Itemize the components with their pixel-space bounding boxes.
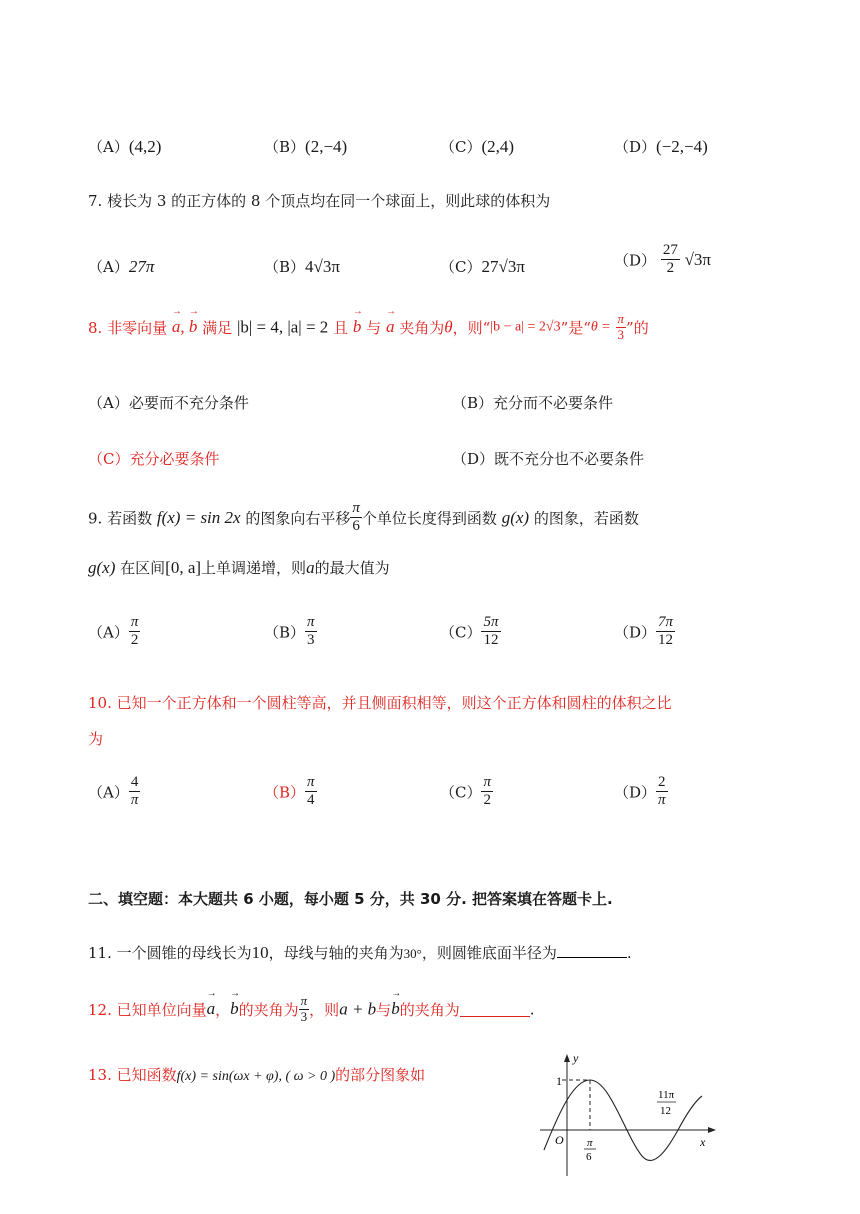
q12-stem: 12. 已知单位向量→ a，→ b的夹角为 $\frac{\pi}{3}$ ，则a + b与→ b的夹角为 . (88, 994, 534, 1025)
q6-option-c: （C）(2,4) (440, 137, 515, 156)
q9-option-a: （A） $\frac{\pi}{2}$ (88, 614, 139, 649)
tick-label-11pi12-num: 11π (658, 1089, 675, 1101)
q7-stem: 7. 棱长为 3 的正方体的 8 个顶点均在同一个球面上，则此球的体积为 (88, 192, 551, 210)
sine-curve (544, 1080, 702, 1160)
q8-option-d: （D）既不充分也不必要条件 (452, 450, 645, 468)
q9-stem-line1: 9. 若函数 f(x) = sin 2x 的图象向右平移 $\frac{\pi}{6}$ 个单位长度得到函数 g(x) 的图象，若函数 (88, 500, 639, 535)
q8-option-a: （A）必要而不充分条件 (88, 394, 249, 412)
x-axis-arrow (708, 1127, 716, 1133)
y-axis-label: y (573, 1051, 579, 1065)
q10-option-b: （B） $\frac{\pi}{4}$ (264, 774, 315, 809)
q13-stem: 13. 已知函数f(x) = sin(ωx + φ), ( ω > 0 )的部分图象如 (88, 1066, 426, 1084)
tick-label-pi6-den: 6 (586, 1151, 592, 1163)
q10-option-d: （D） $\frac{2}{\pi}$ (614, 774, 666, 809)
q11-answer-blank[interactable] (557, 943, 627, 958)
q8-condition: |b| = 4, |a| = 2 (236, 317, 329, 337)
q6-option-d: （D）(−2,−4) (614, 137, 708, 156)
section-heading: 二、填空题：本大题共 6 小题，每小题 5 分，共 30 分. 把答案填在答题卡上. (88, 890, 613, 908)
q10-option-a: （A） $\frac{4}{\pi}$ (88, 774, 139, 809)
q6-option-b: （B）(2,−4) (264, 137, 348, 156)
q9-stem-line2: g(x) 在区间[0, a]上单调递增，则a的最大值为 (88, 558, 390, 577)
q10-option-c: （C） $\frac{\pi}{2}$ (440, 774, 491, 809)
q7-option-a: （A）27π (88, 257, 155, 276)
q9-option-b: （B） $\frac{\pi}{3}$ (264, 614, 315, 649)
q11-stem: 11. 一个圆锥的母线长为10，母线与轴的夹角为30°，则圆锥底面半径为 . (88, 943, 632, 962)
q9-option-d: （D） $\frac{7\pi}{12}$ (614, 614, 674, 649)
tick-label-11pi12-den: 12 (660, 1105, 671, 1117)
q8-option-c: （C）充分必要条件 (88, 450, 220, 468)
q6-option-a: （A）(4,2) (88, 137, 162, 156)
q7-option-d: （D） $\frac{27}{2}$ √3π (614, 242, 712, 277)
y-axis-arrow (564, 1054, 570, 1062)
q10-stem-line2: 为 (88, 730, 104, 748)
x-axis-label: x (700, 1135, 706, 1149)
q8-option-b: （B）充分而不必要条件 (452, 394, 614, 412)
q9-option-c: （C） $\frac{5\pi}{12}$ (440, 614, 499, 649)
tick-label-pi6-num: π (587, 1137, 593, 1149)
q10-stem-line1: 10. 已知一个正方体和一个圆柱等高，并且侧面积相等，则这个正方体和圆柱的体积之比 (88, 694, 672, 712)
sine-graph (530, 1050, 720, 1180)
origin-label: O (555, 1133, 564, 1147)
q7-option-b: （B）4√3π (264, 257, 340, 276)
tick-label-1: 1 (556, 1074, 562, 1088)
q8-stem: 8. 非零向量 → a, → b 满足 |b| = 4, |a| = 2 且 → b 与 → a 夹角为θ，则“|b − a| = 2√3”是“θ = $\frac{\pi}{3}$ ”的 (88, 312, 649, 343)
q12-answer-blank[interactable] (460, 1002, 530, 1017)
q7-option-c: （C）27√3π (440, 257, 525, 276)
